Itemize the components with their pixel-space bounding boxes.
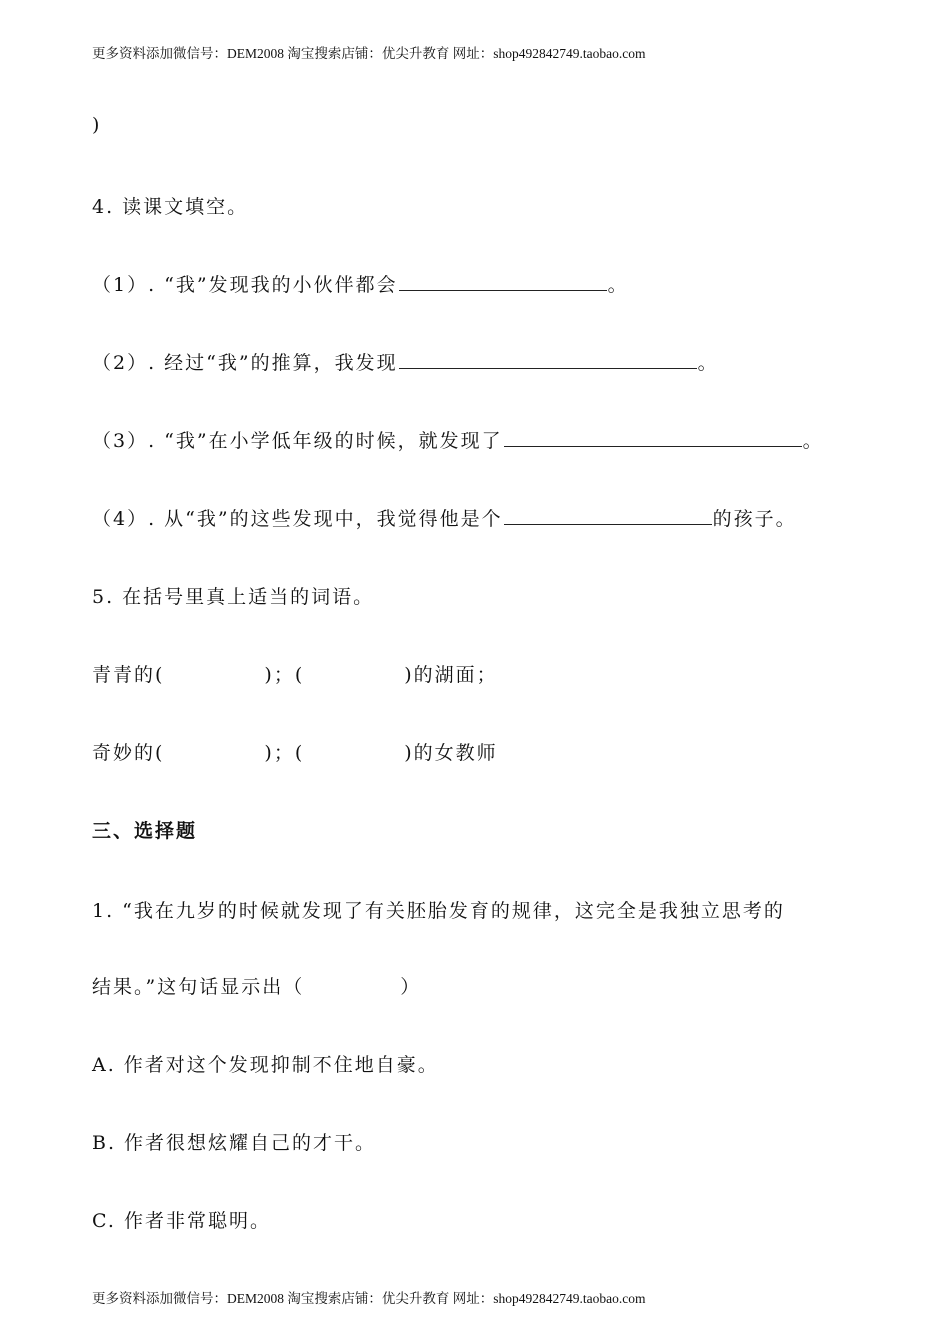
s3-q1-line1: 1. “我在九岁的时候就发现了有关胚胎发育的规律，这完全是我独立思考的 bbox=[92, 900, 785, 922]
q4-item-2-end: 。 bbox=[697, 352, 719, 374]
q4-title: 4. 读课文填空。 bbox=[92, 196, 249, 218]
q5-row-1 bbox=[92, 660, 498, 687]
q4-item-2 bbox=[92, 348, 719, 375]
s3-q1-line2-end: ） bbox=[400, 976, 422, 998]
fill-blank[interactable] bbox=[399, 272, 607, 291]
q4-item-3-end: 。 bbox=[802, 430, 824, 452]
fill-blank[interactable] bbox=[504, 506, 712, 525]
q4-item-1-text: （1）. “我”发现我的小伙伴都会 bbox=[92, 274, 398, 296]
option-b[interactable]: B. 作者很想炫耀自己的才干。 bbox=[92, 1132, 377, 1154]
closing-paren: ) bbox=[92, 114, 102, 136]
page-header: 更多资料添加微信号：DEM2008 淘宝搜索店铺：优尖升教育 网址：shop492842749.taobao.com bbox=[92, 46, 646, 61]
q4-item-1-end: 。 bbox=[607, 274, 629, 296]
q5-row-2-b: )；( bbox=[264, 742, 305, 764]
q4-item-4 bbox=[92, 504, 797, 531]
fill-blank[interactable] bbox=[399, 350, 697, 369]
q4-item-3 bbox=[92, 426, 824, 453]
q5-title: 5. 在括号里真上适当的词语。 bbox=[92, 586, 375, 608]
fill-blank[interactable] bbox=[504, 428, 802, 447]
page-footer: 更多资料添加微信号：DEM2008 淘宝搜索店铺：优尖升教育 网址：shop492842749.taobao.com bbox=[92, 1291, 646, 1306]
q5-row-1-b: )；( bbox=[264, 664, 305, 686]
q4-item-2-text: （2）. 经过“我”的推算，我发现 bbox=[92, 352, 398, 374]
q4-item-4-end: 的孩子。 bbox=[712, 508, 797, 530]
q4-item-4-text: （4）. 从“我”的这些发现中，我觉得他是个 bbox=[92, 508, 503, 530]
option-c[interactable]: C. 作者非常聪明。 bbox=[92, 1210, 271, 1232]
q5-row-2 bbox=[92, 738, 498, 765]
q5-row-2-c: )的女教师 bbox=[404, 742, 498, 764]
option-a[interactable]: A. 作者对这个发现抑制不住地自豪。 bbox=[92, 1054, 439, 1076]
s3-q1-line2-text: 结果。”这句话显示出（ bbox=[92, 976, 305, 998]
section-3-heading: 三、选择题 bbox=[92, 820, 198, 842]
s3-q1-line2 bbox=[92, 972, 421, 999]
q4-item-1 bbox=[92, 270, 629, 297]
q4-item-3-text: （3）. “我”在小学低年级的时候，就发现了 bbox=[92, 430, 503, 452]
q5-row-1-a: 青青的( bbox=[92, 664, 165, 686]
q5-row-2-a: 奇妙的( bbox=[92, 742, 165, 764]
q5-row-1-c: )的湖面； bbox=[404, 664, 498, 686]
